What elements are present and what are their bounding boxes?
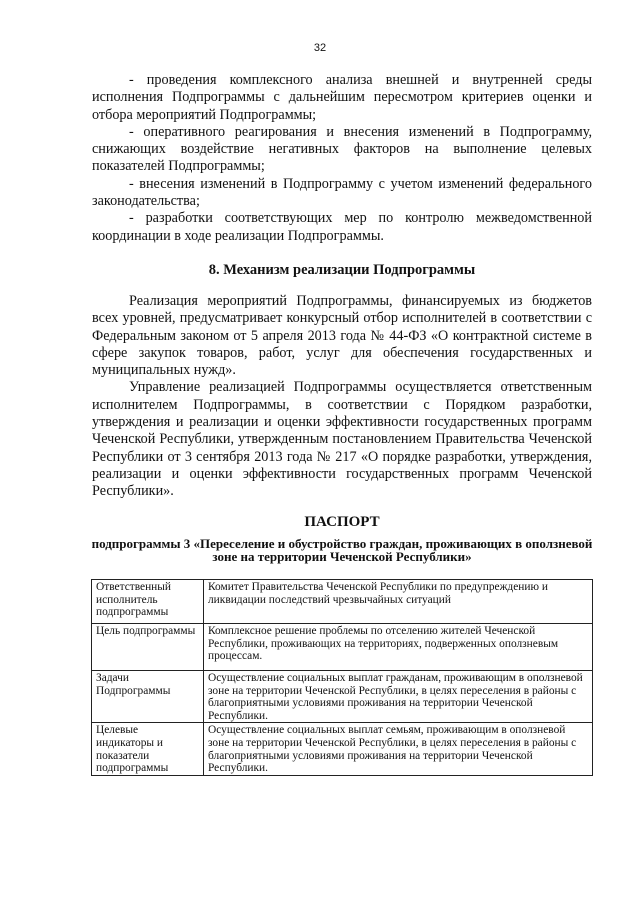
row-value: Осуществление социальных выплат гражданам, проживающим в оползневой зоне на территории Чеченской Республики, в целях переселения в районы с благоприятными условиями проживания на территории Чеченской Республики.	[204, 671, 593, 723]
row-value: Комплексное решение проблемы по отселению жителей Чеченской Республики, проживающих на территориях, подверженных оползневым процессам.	[204, 624, 593, 671]
table-row	[92, 624, 593, 671]
table-row	[92, 723, 593, 776]
table-row	[92, 580, 593, 624]
page-number: 32	[313, 42, 327, 54]
list-item: - внесения изменений в Подпрограмму с учетом изменений федерального законодательства;	[92, 175, 592, 210]
passport-subtitle: подпрограммы 3 «Переселение и обустройство граждан, проживающих в оползневой зоне на территории Чеченской Республики»	[91, 536, 593, 564]
list-item: - оперативного реагирования и внесения изменений в Подпрограмму, снижающих воздействие негативных факторов на выполнение целевых показателей Подпрограммы;	[92, 123, 592, 175]
row-value: Осуществление социальных выплат семьям, проживающим в оползневой зоне на территории Чеченской Республики, в целях переселения в районы с благоприятными условиями проживания на территории Чеченской Республики.	[204, 723, 593, 776]
paragraph: Управление реализацией Подпрограммы осуществляется ответственным исполнителем Подпрограммы, в соответствии с Порядком разработки, утверждения и реализации и оценки эффективности государственных программ Чеченской Республики, утвержденным постановлением Правительства Чеченской Республики от 3 сентября 2013 года № 217 «О порядке разработки, утверждения, реализации и оценки эффективности государственных программ Чеченской Республики».	[92, 379, 592, 500]
row-value: Комитет Правительства Чеченской Республики по предупреждению и ликвидации последствий чрезвычайных ситуаций	[204, 580, 593, 624]
list-item: - разработки соответствующих мер по контролю межведомственной координации в ходе реализации Подпрограммы.	[92, 210, 592, 244]
row-label: Цель подпрограммы	[92, 624, 204, 671]
list-item: - проведения комплексного анализа внешней и внутренней среды исполнения Подпрограммы с дальнейшим пересмотром критериев оценки и отбора мероприятий Подпрограммы;	[92, 72, 592, 123]
table-row	[92, 671, 593, 723]
top-list	[92, 72, 592, 245]
passport-title: ПАСПОРТ	[304, 514, 380, 530]
section-body	[92, 293, 592, 501]
row-label: Целевые индикаторы и показатели подпрограммы	[92, 723, 204, 776]
section-heading: 8. Механизм реализации Подпрограммы	[208, 262, 476, 278]
passport-table	[91, 579, 593, 776]
row-label: Задачи Подпрограммы	[92, 671, 204, 723]
paragraph: Реализация мероприятий Подпрограммы, финансируемых из бюджетов всех уровней, предусматривает конкурсный отбор исполнителей в соответствии с Федеральным законом от 5 апреля 2013 года № 44-ФЗ «О контрактной системе в сфере закупок товаров, работ, услуг для обеспечения государственных и муниципальных нужд».	[92, 293, 592, 379]
row-label: Ответственный исполнитель подпрограммы	[92, 580, 204, 624]
